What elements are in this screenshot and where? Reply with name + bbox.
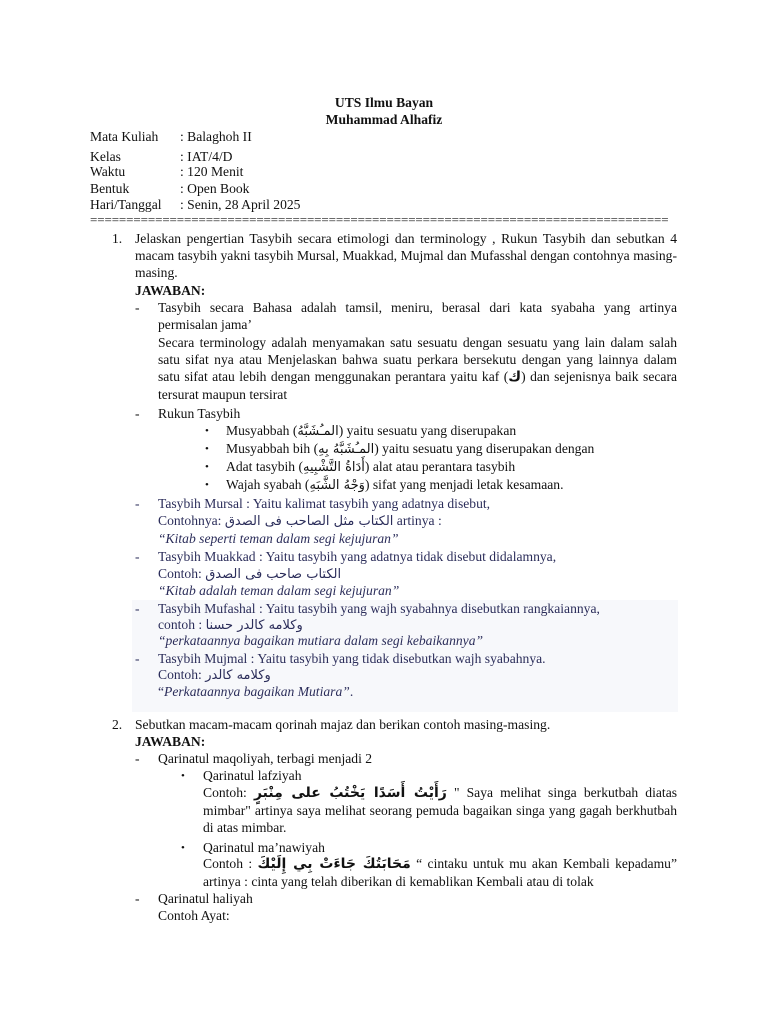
bullet-icon: •: [205, 443, 209, 455]
dash-marker: -: [135, 496, 140, 511]
lafziyah-title: Qarinatul lafziyah: [203, 768, 302, 783]
manawiyah-title: Qarinatul ma’nawiyah: [203, 840, 325, 855]
info-key: Hari/Tanggal: [90, 197, 162, 212]
bullet-icon: •: [205, 461, 209, 473]
rukun-title: Rukun Tasybih: [158, 406, 241, 421]
dash-marker: -: [135, 651, 140, 666]
info-value: : Open Book: [180, 181, 250, 196]
maqoliyah-title: Qarinatul maqoliyah, terbagi menjadi 2: [158, 751, 373, 766]
kaf-letter: ك: [508, 369, 522, 385]
info-value: : 120 Menit: [180, 164, 244, 179]
info-key: Mata Kuliah: [90, 129, 159, 144]
rukun-item: Wajah syabah (وَجْهُ الشَّبَهِ) sifat yang menjadi letak kesamaan.: [226, 477, 564, 493]
tasybih-definition-istilah: Secara terminology adalah menyamakan satu sesuatu dengan sesuatu yang lain dalam salah satu sifat nya atau Menjelaskan bahwa suatu perkara bersekutu dengan yang lainnya dalam satu sifat atau lebih dengan menggunakan perantara yaitu kaf (ك) dan sejenisnya baik secara tersurat maupun tersirat: [158, 335, 677, 402]
type-mursal-title: Tasybih Mursal : Yaitu kalimat tasybih yang adatnya disebut,: [158, 496, 491, 511]
dash-marker: -: [135, 406, 140, 421]
question-2-text: Sebutkan macam-macam qorinah majaz dan berikan contoh masing-masing.: [135, 717, 551, 732]
type-mursal-translation: “Kitab seperti teman dalam segi kejujuran”: [158, 531, 399, 546]
answer-label: JAWABAN:: [135, 283, 206, 298]
separator-line: ================================================================================: [90, 212, 669, 227]
type-mursal-example: Contohnya: الكتاب مثل الصاحب فى الصدق artinya :: [158, 513, 442, 529]
bullet-icon: •: [181, 842, 185, 854]
type-muakkad-translation: “Kitab adalah teman dalam segi kejujuran”: [158, 583, 400, 598]
type-mufashal-translation: “perkataannya bagaikan mutiara dalam segi kebaikannya”: [158, 633, 484, 648]
info-key: Waktu: [90, 164, 126, 179]
rukun-item: Adat tasybih (أَدَاةُ التَّشْبِيهِ) alat atau perantara tasybih: [226, 459, 516, 475]
type-mujmal-example: Contoh: وكلامه كالدر: [158, 667, 271, 683]
dash-marker: -: [135, 891, 140, 906]
bullet-icon: •: [205, 479, 209, 491]
answer-label: JAWABAN:: [135, 734, 206, 749]
question-1-text: Jelaskan pengertian Tasybih secara etimologi dan terminology , Rukun Tasybih dan sebutkan 4 macam tasybih yakni tasybih Mursal, Muakkad, Mujmal dan Mufasshal dengan contohnya masing-masing.: [135, 231, 677, 280]
lafziyah-example: Contoh: رَأَيْتُ أَسَدًا يَخْتُبُ على مِنْبَرٍ " Saya melihat singa berkutbah diatas mimbar" artinya saya melihat seorang pemuda bagaikan singa yang gagah berkhutbah di atas mimbar.: [203, 785, 678, 835]
document-title: UTS Ilmu Bayan: [334, 95, 434, 110]
manawiyah-example: Contoh : مَحَابَتُكَ جَاءَتْ بِي إِلَيْكَ “ cintaku untuk mu akan Kembali kepadamu” artinya : cinta yang telah diberikan di kemablikan Kembali atau di tolak: [203, 856, 677, 889]
info-key: Kelas: [90, 149, 121, 164]
type-muakkad-example: Contoh: الكتاب صاحب فى الصدق: [158, 566, 342, 582]
type-mujmal-translation: “Perkataannya bagaikan Mutiara”.: [158, 684, 354, 699]
dash-marker: -: [135, 549, 140, 564]
type-mufashal-example: contoh : وكلامه كالدر حسنا: [158, 617, 303, 633]
info-value: : IAT/4/D: [180, 149, 233, 164]
student-name: Muhammad Alhafiz: [325, 112, 443, 127]
haliyah-example: Contoh Ayat:: [158, 908, 230, 923]
bullet-icon: •: [205, 425, 209, 437]
question-number: 2.: [112, 717, 123, 732]
type-mujmal-title: Tasybih Mujmal : Yaitu tasybih yang tidak disebutkan wajh syabahnya.: [158, 651, 546, 666]
dash-marker: -: [135, 300, 140, 315]
type-mufashal-title: Tasybih Mufashal : Yaitu tasybih yang wajh syabahnya disebutkan rangkaiannya,: [158, 601, 600, 616]
haliyah-title: Qarinatul haliyah: [158, 891, 253, 906]
dash-marker: -: [135, 601, 140, 616]
info-value: : Balaghoh II: [180, 129, 252, 144]
bullet-icon: •: [181, 770, 185, 782]
info-key: Bentuk: [90, 181, 130, 196]
question-number: 1.: [112, 231, 123, 246]
info-value: : Senin, 28 April 2025: [180, 197, 301, 212]
rukun-item: Musyabbah bih (المـُشَبَّهُ بِهِ) yaitu sesuatu yang diserupakan dengan: [226, 441, 595, 457]
tasybih-definition-bahasa: Tasybih secara Bahasa adalah tamsil, meniru, berasal dari kata syabaha yang artinya permisalan jama’: [158, 300, 677, 332]
type-muakkad-title: Tasybih Muakkad : Yaitu tasybih yang adatnya tidak disebut didalamnya,: [158, 549, 557, 564]
dash-marker: -: [135, 751, 140, 766]
rukun-item: Musyabbah (المـُشَبَّهُ) yaitu sesuatu yang diserupakan: [226, 423, 517, 439]
